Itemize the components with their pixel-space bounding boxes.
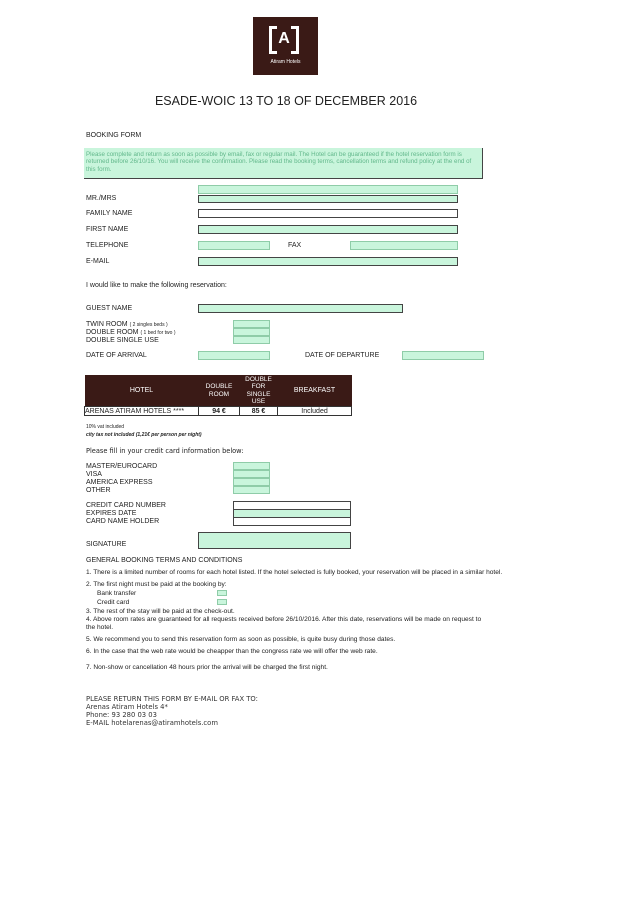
col-hotel: HOTEL: [85, 375, 199, 407]
first-name-label: FIRST NAME: [86, 226, 129, 233]
term-1: 1. There is a limited number of rooms for each hotel listed. If the hotel selected is fully booked, your reservation will be placed in a similar hotel.: [86, 569, 503, 576]
double-room-label: [86, 329, 175, 336]
telephone-field[interactable]: [198, 241, 270, 250]
col-breakfast: BREAKFAST: [278, 375, 352, 407]
credit-card-intro: Please fill in your credit card information below:: [86, 447, 244, 455]
terms-heading: GENERAL BOOKING TERMS AND CONDITIONS: [86, 557, 243, 564]
hotel-rate-table: [84, 375, 352, 416]
card-amex-label: AMERICA EXPRESS: [86, 479, 153, 486]
twin-room-qty[interactable]: [233, 320, 270, 328]
mr-mrs-label: MR./MRS: [86, 195, 117, 202]
guest-name-label: GUEST NAME: [86, 305, 133, 312]
bank-transfer-check[interactable]: [217, 590, 227, 596]
twin-room-note: ( 2 singles beds ): [129, 322, 168, 328]
fax-field[interactable]: [350, 241, 458, 250]
double-room-text: DOUBLE ROOM: [86, 329, 139, 336]
card-visa-label: VISA: [86, 471, 102, 478]
term-4b: the hotel.: [86, 624, 114, 631]
row-double-room: 94 €: [199, 407, 240, 416]
row-double-single: 85 €: [240, 407, 278, 416]
return-hotel: Arenas Atiram Hotels 4*: [86, 703, 168, 711]
mr-mrs-field[interactable]: [198, 195, 458, 203]
term-2: 2. The first night must be paid at the booking by:: [86, 581, 227, 588]
double-room-note: ( 1 bed for two ): [140, 330, 176, 336]
signature-field[interactable]: [198, 532, 351, 549]
row-hotel: ARENAS ATIRAM HOTELS ****: [85, 407, 199, 416]
departure-field[interactable]: [402, 351, 484, 360]
card-holder-field[interactable]: [233, 517, 351, 526]
credit-card-label: Credit card: [97, 599, 130, 606]
bank-transfer-label: Bank transfer: [97, 590, 137, 597]
card-expires-label: EXPIRES DATE: [86, 510, 137, 517]
card-master-label: MASTER/EUROCARD: [86, 463, 158, 470]
card-master-check[interactable]: [233, 462, 270, 470]
first-name-field[interactable]: [198, 225, 458, 234]
col-double-room: DOUBLE ROOM: [199, 375, 240, 407]
reservation-intro: I would like to make the following reservation:: [86, 282, 227, 289]
double-room-qty[interactable]: [233, 328, 270, 336]
signature-label: SIGNATURE: [86, 541, 127, 548]
card-number-label: CREDIT CARD NUMBER: [86, 502, 166, 509]
card-amex-check[interactable]: [233, 478, 270, 486]
card-other-label: OTHER: [86, 487, 111, 494]
term-4a: 4. Above room rates are guaranteed for all requests received before 26/10/2016. After this date, reservations will be made on request to: [86, 616, 482, 623]
mr-mrs-field-top[interactable]: [198, 185, 458, 194]
family-name-label: FAMILY NAME: [86, 210, 133, 217]
city-tax-note: city tax not included (1,21€ per person per night): [86, 432, 202, 438]
arrival-field[interactable]: [198, 351, 270, 360]
arrival-label: DATE OF ARRIVAL: [86, 352, 147, 359]
twin-room-label: [86, 321, 168, 328]
logo-bracket-icon: [269, 26, 299, 54]
booking-form-heading: BOOKING FORM: [86, 132, 142, 139]
return-heading: PLEASE RETURN THIS FORM BY E-MAIL OR FAX TO:: [86, 695, 258, 703]
page-title: ESADE-WOIC 13 TO 18 OF DECEMBER 2016: [154, 94, 418, 108]
fax-label: FAX: [288, 242, 302, 249]
guest-name-field[interactable]: [198, 304, 403, 313]
term-6: 6. In the case that the web rate would be cheapper than the congress rate we will offer the web rate.: [86, 648, 378, 655]
vat-note: 10% vat included: [86, 424, 125, 430]
credit-card-check[interactable]: [217, 599, 227, 605]
email-field[interactable]: [198, 257, 458, 266]
family-name-field[interactable]: [198, 209, 458, 218]
card-holder-label: CARD NAME HOLDER: [86, 518, 160, 525]
return-email[interactable]: E-MAIL hotelarenas@atiramhotels.com: [86, 719, 218, 727]
intro-text: Please complete and return as soon as possible by email, fax or regular mail. The Hotel can be guaranteed if the hotel reservation form is returned before 26/10/16. You will receive the confirmation. Please read the booking terms, cancellation terms and refund policy at the end of this form.: [86, 151, 472, 173]
card-other-check[interactable]: [233, 486, 270, 494]
col-double-single: DOUBLE FOR SINGLE USE: [240, 375, 278, 407]
return-phone: Phone: 93 280 03 03: [86, 711, 157, 719]
twin-room-text: TWIN ROOM: [86, 321, 128, 328]
double-single-qty[interactable]: [233, 336, 270, 344]
departure-label: DATE OF DEPARTURE: [305, 352, 380, 359]
logo-brand-text: Atiram Hotels: [270, 59, 301, 65]
double-single-label: DOUBLE SINGLE USE: [86, 337, 159, 344]
term-3: 3. The rest of the stay will be paid at the check-out.: [86, 608, 235, 615]
logo-letter: A: [278, 30, 290, 47]
term-7: 7. Non-show or cancellation 48 hours prior the arrival will be charged the first night.: [86, 664, 328, 671]
intro-box: [84, 148, 483, 179]
card-visa-check[interactable]: [233, 470, 270, 478]
email-label: E-MAIL: [86, 258, 110, 265]
table-row: [85, 407, 352, 416]
hotel-logo: [253, 17, 318, 75]
row-breakfast: Included: [278, 407, 352, 416]
telephone-label: TELEPHONE: [86, 242, 129, 249]
term-5: 5. We recommend you to send this reservation form as soon as possible, is quite busy during those dates.: [86, 636, 396, 643]
return-block: [86, 695, 258, 727]
